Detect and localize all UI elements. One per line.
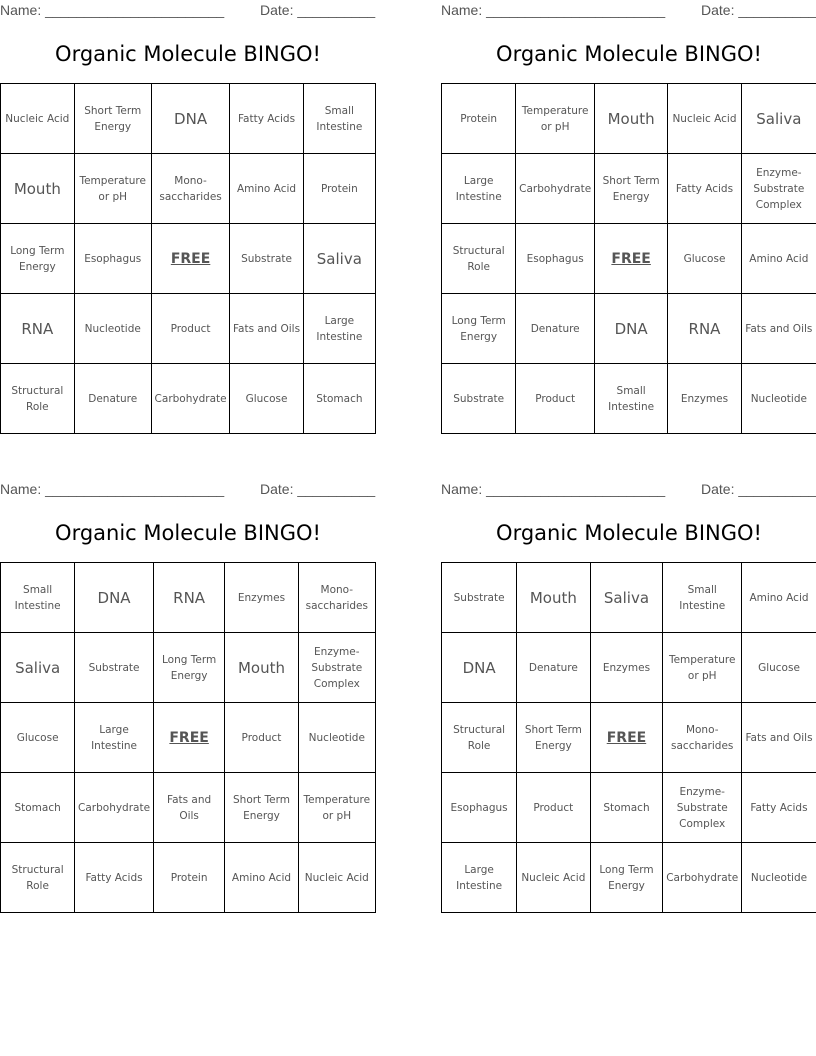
bingo-row bbox=[1, 773, 376, 843]
bingo-cell: Stomach bbox=[1, 773, 75, 843]
bingo-cell: DNA bbox=[75, 563, 154, 633]
bingo-cell: RNA bbox=[153, 563, 225, 633]
date-label: Date: __________ bbox=[701, 2, 816, 18]
bingo-cell: Nucleotide bbox=[741, 364, 816, 434]
bingo-cell: Long Term Energy bbox=[442, 294, 516, 364]
bingo-cell: Enzyme-Substrate Complex bbox=[663, 773, 742, 843]
bingo-cell: Short Term Energy bbox=[594, 154, 667, 224]
bingo-cell: Saliva bbox=[741, 84, 816, 154]
bingo-cell: Mouth bbox=[594, 84, 667, 154]
bingo-cell: Short Term Energy bbox=[74, 84, 151, 154]
bingo-cell: Temperature or pH bbox=[516, 84, 595, 154]
bingo-cell: Substrate bbox=[442, 563, 517, 633]
bingo-cell: Denature bbox=[517, 633, 590, 703]
free-space-cell: FREE bbox=[153, 703, 225, 773]
bingo-cell: Product bbox=[516, 364, 595, 434]
bingo-cell: DNA bbox=[442, 633, 517, 703]
bingo-cell: Temperature or pH bbox=[663, 633, 742, 703]
bingo-row bbox=[442, 633, 816, 703]
bingo-cell: Denature bbox=[74, 364, 151, 434]
bingo-row bbox=[1, 843, 376, 913]
bingo-grid bbox=[441, 83, 816, 434]
bingo-cell: Enzymes bbox=[668, 364, 741, 434]
bingo-cell: Mouth bbox=[517, 563, 590, 633]
bingo-row bbox=[442, 364, 816, 434]
date-label: Date: __________ bbox=[260, 481, 376, 497]
bingo-row bbox=[442, 224, 816, 294]
bingo-cell: RNA bbox=[668, 294, 741, 364]
bingo-cell: Nucleotide bbox=[74, 294, 151, 364]
bingo-cell: Carbohydrate bbox=[663, 843, 742, 913]
bingo-cell: Structural Role bbox=[442, 703, 517, 773]
bingo-cell: Product bbox=[225, 703, 298, 773]
bingo-cell: DNA bbox=[594, 294, 667, 364]
bingo-cell: Small Intestine bbox=[663, 563, 742, 633]
bingo-cell: Small Intestine bbox=[594, 364, 667, 434]
bingo-cell: Esophagus bbox=[516, 224, 595, 294]
bingo-cell: Large Intestine bbox=[442, 154, 516, 224]
bingo-cell: Glucose bbox=[741, 633, 816, 703]
bingo-cell: Large Intestine bbox=[303, 294, 375, 364]
bingo-cell: Enzymes bbox=[590, 633, 663, 703]
bingo-grid bbox=[0, 562, 376, 913]
bingo-cell: Substrate bbox=[442, 364, 516, 434]
bingo-cell: Temperature or pH bbox=[298, 773, 375, 843]
bingo-cell: Fatty Acids bbox=[75, 843, 154, 913]
bingo-cell: Short Term Energy bbox=[517, 703, 590, 773]
bingo-row bbox=[1, 364, 376, 434]
bingo-row bbox=[1, 563, 376, 633]
bingo-cell: Mouth bbox=[1, 154, 75, 224]
bingo-cell: Enzyme-Substrate Complex bbox=[741, 154, 816, 224]
bingo-cell: Nucleic Acid bbox=[517, 843, 590, 913]
bingo-cell: Long Term Energy bbox=[590, 843, 663, 913]
bingo-cell: Mono-saccharides bbox=[151, 154, 230, 224]
bingo-row bbox=[442, 843, 816, 913]
bingo-cell: Nucleic Acid bbox=[298, 843, 375, 913]
bingo-row bbox=[1, 154, 376, 224]
bingo-cell: Carbohydrate bbox=[516, 154, 595, 224]
date-label: Date: __________ bbox=[260, 2, 376, 18]
bingo-cell: Amino Acid bbox=[225, 843, 298, 913]
card-title: Organic Molecule BINGO! bbox=[55, 521, 321, 545]
bingo-row bbox=[1, 294, 376, 364]
bingo-row bbox=[1, 633, 376, 703]
bingo-cell: Stomach bbox=[590, 773, 663, 843]
bingo-cell: Protein bbox=[153, 843, 225, 913]
bingo-cell: Protein bbox=[303, 154, 375, 224]
bingo-cell: Small Intestine bbox=[1, 563, 75, 633]
bingo-cell: Mono-saccharides bbox=[663, 703, 742, 773]
bingo-row bbox=[442, 84, 816, 154]
bingo-grid bbox=[0, 83, 376, 434]
bingo-cell: Amino Acid bbox=[741, 563, 816, 633]
bingo-cell: Enzyme-Substrate Complex bbox=[298, 633, 375, 703]
name-label: Name: _______________________ bbox=[0, 481, 225, 497]
bingo-cell: Substrate bbox=[230, 224, 303, 294]
bingo-cell: RNA bbox=[1, 294, 75, 364]
bingo-cell: Structural Role bbox=[442, 224, 516, 294]
bingo-grid bbox=[441, 562, 816, 913]
bingo-cell: Saliva bbox=[303, 224, 375, 294]
bingo-cell: Glucose bbox=[1, 703, 75, 773]
bingo-cell: Fatty Acids bbox=[230, 84, 303, 154]
bingo-cell: Mono-saccharides bbox=[298, 563, 375, 633]
bingo-row bbox=[442, 773, 816, 843]
bingo-row bbox=[442, 563, 816, 633]
bingo-cell: Product bbox=[151, 294, 230, 364]
name-date-line bbox=[0, 0, 376, 22]
bingo-cell: Fats and Oils bbox=[153, 773, 225, 843]
bingo-cell: Fatty Acids bbox=[741, 773, 816, 843]
bingo-cell: Glucose bbox=[668, 224, 741, 294]
bingo-cell: Carbohydrate bbox=[151, 364, 230, 434]
bingo-cell: Enzymes bbox=[225, 563, 298, 633]
name-label: Name: _______________________ bbox=[441, 481, 666, 497]
free-space-cell: FREE bbox=[590, 703, 663, 773]
bingo-row bbox=[1, 84, 376, 154]
bingo-cell: Fats and Oils bbox=[741, 703, 816, 773]
free-space-cell: FREE bbox=[151, 224, 230, 294]
name-label: Name: _______________________ bbox=[0, 2, 225, 18]
bingo-cell: Denature bbox=[516, 294, 595, 364]
bingo-cell: Mouth bbox=[225, 633, 298, 703]
bingo-row bbox=[1, 703, 376, 773]
bingo-cell: Amino Acid bbox=[230, 154, 303, 224]
date-label: Date: __________ bbox=[701, 481, 816, 497]
bingo-cell: Large Intestine bbox=[75, 703, 154, 773]
bingo-row bbox=[1, 224, 376, 294]
bingo-cell: Fatty Acids bbox=[668, 154, 741, 224]
bingo-cell: Nucleotide bbox=[298, 703, 375, 773]
bingo-cell: Temperature or pH bbox=[74, 154, 151, 224]
bingo-cell: Nucleotide bbox=[741, 843, 816, 913]
bingo-cell: Fats and Oils bbox=[741, 294, 816, 364]
bingo-row bbox=[442, 154, 816, 224]
bingo-cell: Nucleic Acid bbox=[668, 84, 741, 154]
bingo-cell: Esophagus bbox=[74, 224, 151, 294]
bingo-cell: Substrate bbox=[75, 633, 154, 703]
bingo-cell: Short Term Energy bbox=[225, 773, 298, 843]
bingo-cell: Esophagus bbox=[442, 773, 517, 843]
name-date-line bbox=[0, 479, 376, 501]
bingo-cell: Stomach bbox=[303, 364, 375, 434]
bingo-row bbox=[442, 294, 816, 364]
bingo-cell: Fats and Oils bbox=[230, 294, 303, 364]
bingo-cell: Glucose bbox=[230, 364, 303, 434]
bingo-cell: DNA bbox=[151, 84, 230, 154]
bingo-cell: Structural Role bbox=[1, 843, 75, 913]
bingo-cell: Amino Acid bbox=[741, 224, 816, 294]
bingo-cell: Long Term Energy bbox=[1, 224, 75, 294]
card-title: Organic Molecule BINGO! bbox=[496, 42, 762, 66]
card-title: Organic Molecule BINGO! bbox=[55, 42, 321, 66]
bingo-cell: Product bbox=[517, 773, 590, 843]
bingo-row bbox=[442, 703, 816, 773]
bingo-cell: Carbohydrate bbox=[75, 773, 154, 843]
name-label: Name: _______________________ bbox=[441, 2, 666, 18]
bingo-cell: Large Intestine bbox=[442, 843, 517, 913]
bingo-cell: Saliva bbox=[590, 563, 663, 633]
name-date-line bbox=[441, 0, 816, 22]
card-title: Organic Molecule BINGO! bbox=[496, 521, 762, 545]
bingo-cell: Long Term Energy bbox=[153, 633, 225, 703]
name-date-line bbox=[441, 479, 816, 501]
bingo-cell: Structural Role bbox=[1, 364, 75, 434]
bingo-cell: Saliva bbox=[1, 633, 75, 703]
free-space-cell: FREE bbox=[594, 224, 667, 294]
bingo-cell: Nucleic Acid bbox=[1, 84, 75, 154]
bingo-cell: Protein bbox=[442, 84, 516, 154]
bingo-cell: Small Intestine bbox=[303, 84, 375, 154]
